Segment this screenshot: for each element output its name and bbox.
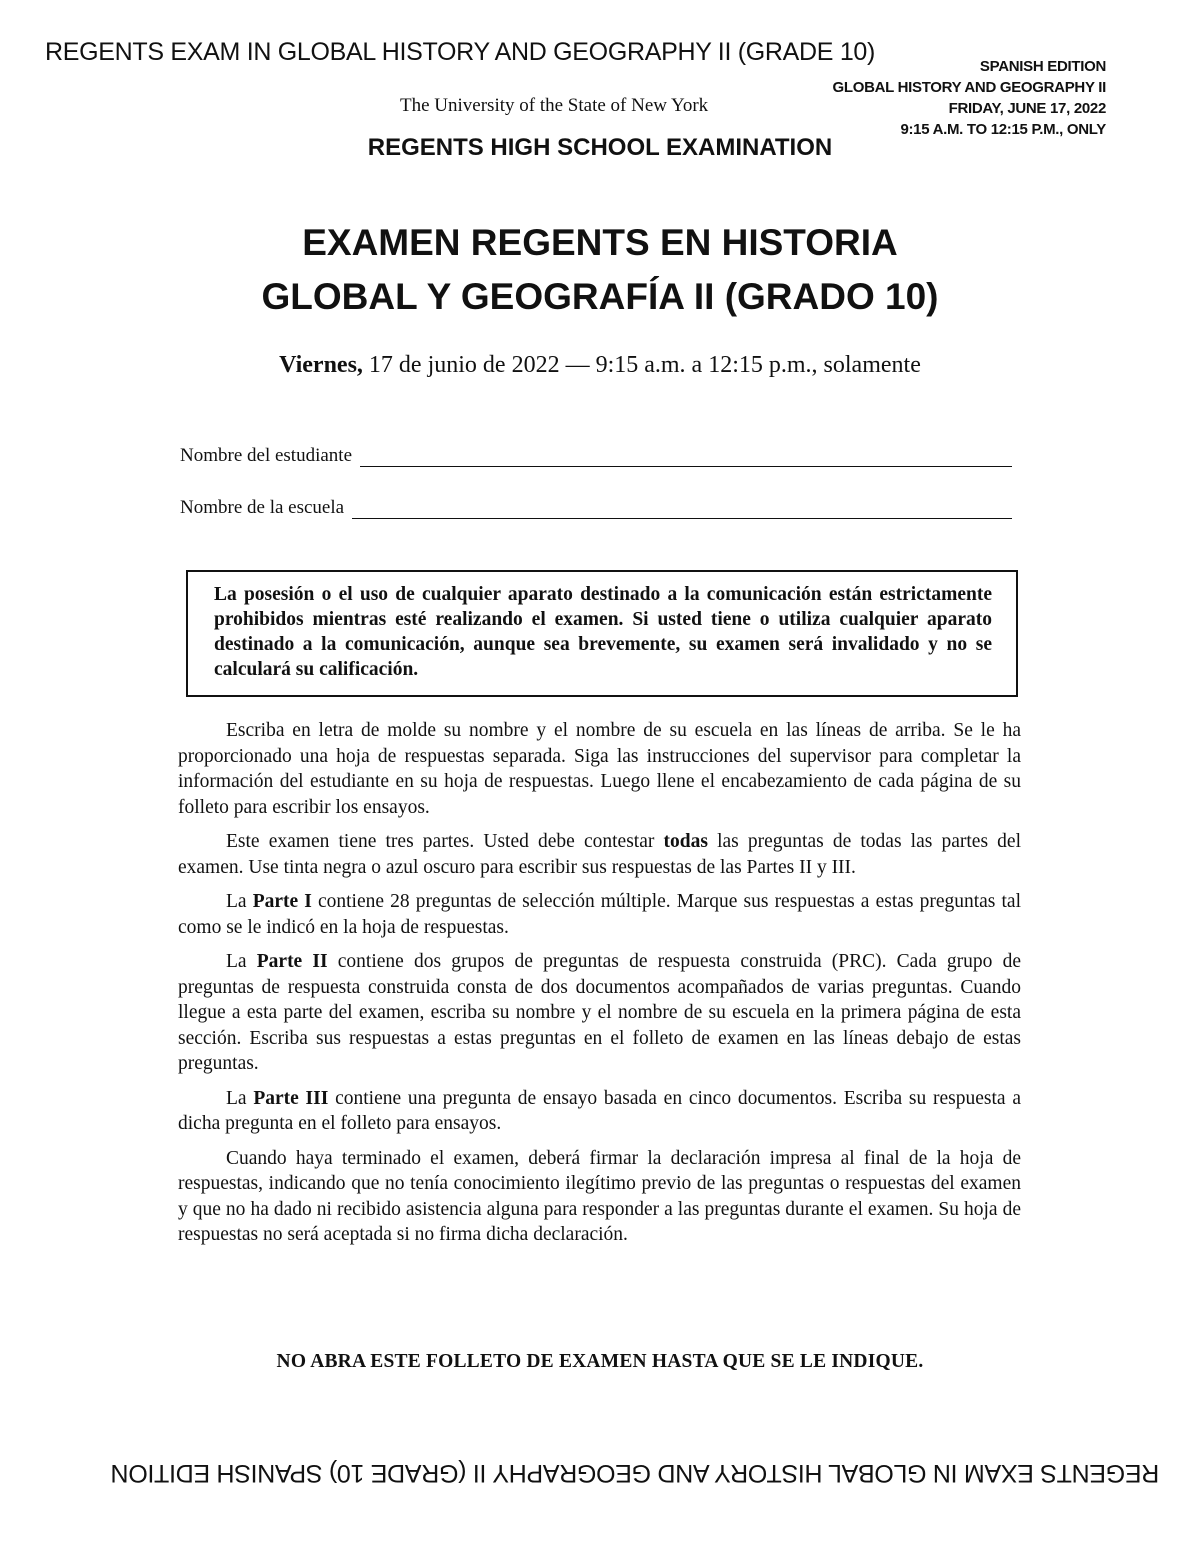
instruction-paragraph: Cuando haya terminado el examen, deberá firmar la declaración impresa al final de la hoja de respuestas, indicando que no tenía conocimiento ilegítimo previo de las preguntas o respuestas del examen y que no ha dado ni recibido asistencia alguna para responder a las preguntas durante el examen. Su hoja de respuestas no será aceptada si no firma dicha declaración. xyxy=(178,1147,1021,1245)
university-name: The University of the State of New York xyxy=(400,95,709,116)
student-name-row xyxy=(180,445,1012,467)
instruction-paragraph: Escriba en letra de molde su nombre y el nombre de su escuela en las líneas de arriba. Se le ha proporcionado una hoja de respuestas separada. Siga las instrucciones del supervisor para completar la información del estudiante en su hoja de respuestas. Luego llene el encabezamiento de cada página de su folleto para escribir los ensayos. xyxy=(178,720,1021,818)
instruction-emphasis: Parte III xyxy=(253,1087,329,1109)
exam-date-line xyxy=(0,352,1200,379)
instruction-emphasis: Parte II xyxy=(256,951,328,972)
school-name-line[interactable] xyxy=(352,500,1012,519)
student-name-label: Nombre del estudiante xyxy=(180,445,353,466)
instruction-text: La xyxy=(226,891,253,912)
edition-line: FRIDAY, JUNE 17, 2022 xyxy=(948,100,1106,117)
instruction-text: las preguntas de todas las partes del examen. Use tinta negra o azul oscuro para escribir sus respuestas de las Partes II y III. xyxy=(178,831,1021,878)
exam-type-text: REGENTS HIGH SCHOOL EXAMINATION xyxy=(367,134,833,161)
device-warning-box xyxy=(186,570,1018,697)
instruction-text: La xyxy=(226,951,257,972)
exam-title-line-2: GLOBAL Y GEOGRAFÍA II (GRADO 10) xyxy=(261,276,939,317)
exam-day: Viernes, xyxy=(279,352,363,378)
instruction-emphasis: Parte I xyxy=(252,891,312,912)
instruction-paragraph xyxy=(178,829,1021,880)
instruction-text: contiene una pregunta de ensayo basada en cinco documentos. Escriba su respuesta a dicha pregunta en el folleto para ensayos. xyxy=(178,1087,1021,1134)
bottom-banner-upside-down: REGENTS EXAM IN GLOBAL HISTORY AND GEOGRAPHY II (GRADE 10) SPANISH EDITION xyxy=(110,1459,1160,1487)
instruction-paragraph xyxy=(178,1086,1021,1137)
student-name-line[interactable] xyxy=(360,448,1012,467)
exam-type-heading xyxy=(0,134,1200,162)
instruction-text: contiene dos grupos de preguntas de respuesta construida (PRC). Cada grupo de preguntas de respuesta construida consta de dos documentos acompañados de varias preguntas. Cuando llegue a esta parte del examen, escriba su nombre y el nombre de su escuela en la primera página de esta sección. Escriba sus respuestas a estas preguntas en el folleto de examen en las líneas debajo de estas preguntas. xyxy=(178,951,1021,1074)
school-name-row xyxy=(180,497,1012,519)
instruction-emphasis: todas xyxy=(663,831,708,852)
instruction-text: Este examen tiene tres partes. Usted debe contestar xyxy=(226,831,664,852)
top-banner: REGENTS EXAM IN GLOBAL HISTORY AND GEOGRAPHY II (GRADE 10) xyxy=(45,38,876,66)
do-not-open-notice: NO ABRA ESTE FOLLETO DE EXAMEN HASTA QUE SE LE INDIQUE. xyxy=(276,1351,924,1372)
exam-title xyxy=(0,216,1200,324)
exam-date-text: 17 de junio de 2022 — 9:15 a.m. a 12:15 p.m., solamente xyxy=(362,352,921,378)
edition-line: SPANISH EDITION xyxy=(979,58,1106,75)
instruction-text: contiene 28 preguntas de selección múltiple. Marque sus respuestas a estas preguntas tal como se le indicó en la hoja de respuestas. xyxy=(178,891,1021,938)
instructions xyxy=(178,718,1021,1257)
edition-line: 9:15 A.M. TO 12:15 P.M., ONLY xyxy=(900,121,1106,138)
school-name-label: Nombre de la escuela xyxy=(180,497,345,518)
exam-title-line-1: EXAMEN REGENTS EN HISTORIA xyxy=(302,222,898,263)
edition-line: GLOBAL HISTORY AND GEOGRAPHY II xyxy=(832,79,1106,96)
edition-block xyxy=(832,56,1106,140)
instruction-text: La xyxy=(226,1087,254,1109)
instruction-paragraph xyxy=(178,949,1021,1077)
instruction-paragraph xyxy=(178,889,1021,940)
device-warning-text: La posesión o el uso de cualquier aparato destinado a la comunicación están estrictamente prohibidos mientras esté realizando el examen. Si usted tiene o utiliza cualquier aparato destinado a la comunicación, aunque sea brevemente, su examen será invalidado y no se calculará su calificación. xyxy=(214,584,992,680)
